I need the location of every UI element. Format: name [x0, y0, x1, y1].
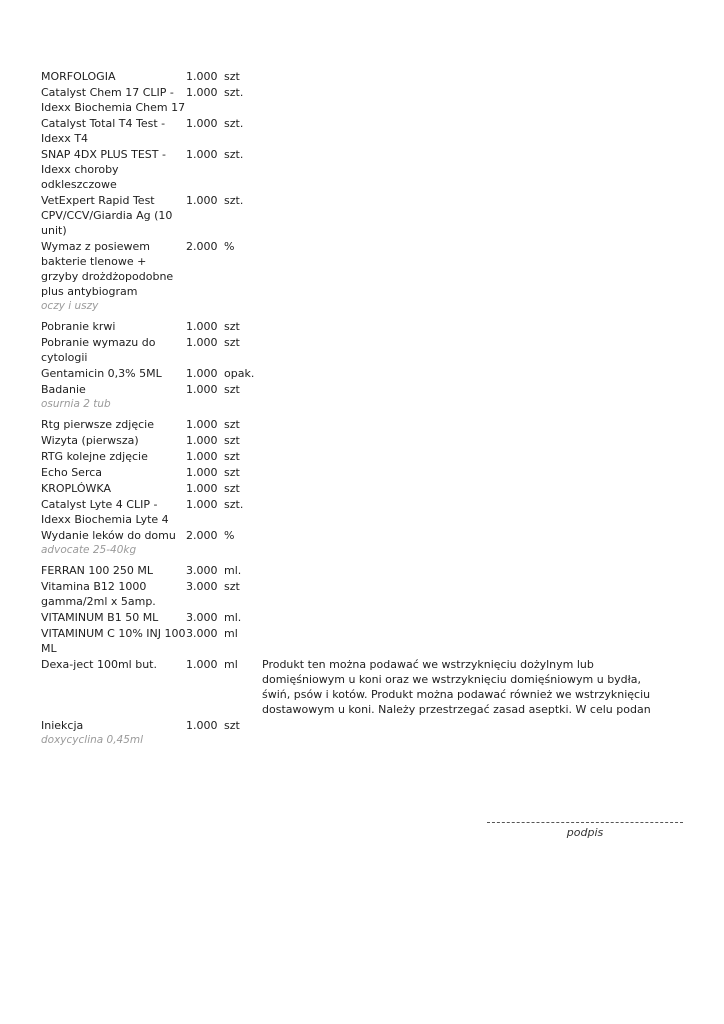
line-item	[41, 610, 691, 625]
line-item	[41, 417, 691, 432]
item-name-cell	[41, 239, 186, 314]
line-item	[41, 718, 691, 748]
items-list	[41, 69, 691, 753]
item-name: KROPLÓWKA	[41, 482, 111, 495]
item-unit: szt.	[224, 117, 244, 130]
item-name: Catalyst Lyte 4 CLIP - Idexx Biochemia Lyte 4	[41, 498, 169, 526]
item-name-cell	[41, 366, 186, 381]
item-quantity: 1.000	[186, 148, 218, 161]
item-unit: szt	[224, 418, 240, 431]
item-name: VetExpert Rapid Test CPV/CCV/Giardia Ag (10 unit)	[41, 194, 173, 237]
item-name: Vitamina B12 1000 gamma/2ml x 5amp.	[41, 580, 156, 608]
item-name: Wydanie leków do domu	[41, 529, 176, 542]
line-item	[41, 239, 691, 314]
line-item	[41, 626, 691, 656]
item-unit: szt	[224, 466, 240, 479]
line-item	[41, 335, 691, 365]
item-name-cell	[41, 563, 186, 578]
item-quantity: 3.000	[186, 564, 218, 577]
item-unit: szt	[224, 70, 240, 83]
item-name-cell	[41, 610, 186, 625]
item-quantity: 1.000	[186, 498, 218, 511]
item-name-cell	[41, 657, 186, 672]
item-unit: opak.	[224, 367, 255, 380]
item-quantity: 3.000	[186, 627, 218, 640]
item-name: Iniekcja	[41, 719, 84, 732]
item-name: RTG kolejne zdjęcie	[41, 450, 148, 463]
item-description: Produkt ten można podawać we wstrzyknięciu dożylnym lub domięśniowym u koni oraz we wstrzyknięciu domięśniowym u bydła, świń, psów i kotów. Produkt można podawać również we wstrzyknięciu dostawowym u koni. Należy przestrzegać zasad aseptki. W celu podan	[262, 658, 651, 716]
line-item	[41, 366, 691, 381]
item-name: Wymaz z posiewem bakterie tlenowe + grzyby drożdżopodobne plus antybiogram	[41, 240, 174, 298]
item-unit: szt.	[224, 194, 244, 207]
item-quantity: 1.000	[186, 194, 218, 207]
item-name: VITAMINUM C 10% INJ 100 ML	[41, 627, 186, 655]
item-note: osurnia 2 tub	[41, 398, 111, 410]
signature-label: podpis	[566, 826, 604, 839]
item-name: SNAP 4DX PLUS TEST - Idexx choroby odkleszczowe	[41, 148, 166, 191]
item-name: Catalyst Total T4 Test - Idexx T4	[41, 117, 166, 145]
item-quantity: 1.000	[186, 367, 218, 380]
item-name-cell	[41, 497, 186, 527]
item-name-cell	[41, 193, 186, 238]
item-name: Wizyta (pierwsza)	[41, 434, 139, 447]
item-name: FERRAN 100 250 ML	[41, 564, 153, 577]
item-unit: ml	[224, 658, 238, 671]
item-name-cell	[41, 481, 186, 496]
item-name: Echo Serca	[41, 466, 103, 479]
item-unit: szt	[224, 719, 240, 732]
item-unit: szt	[224, 320, 240, 333]
line-item	[41, 382, 691, 412]
item-name-cell	[41, 335, 186, 365]
item-quantity: 1.000	[186, 450, 218, 463]
item-name: Gentamicin 0,3% 5ML	[41, 367, 162, 380]
item-unit: szt.	[224, 498, 244, 511]
item-name-cell	[41, 718, 186, 748]
item-note: doxycyclina 0,45ml	[41, 734, 144, 746]
item-quantity: 2.000	[186, 529, 218, 542]
item-quantity: 1.000	[186, 320, 218, 333]
signature-line	[487, 822, 683, 823]
line-item	[41, 579, 691, 609]
item-name-cell	[41, 417, 186, 432]
item-name: Dexa-ject 100ml but.	[41, 658, 157, 671]
item-name: Catalyst Chem 17 CLIP - Idexx Biochemia Chem 17	[41, 86, 186, 114]
line-item	[41, 481, 691, 496]
item-unit: ml.	[224, 611, 242, 624]
item-unit: szt	[224, 450, 240, 463]
line-item	[41, 319, 691, 334]
item-name-cell	[41, 85, 186, 115]
line-item	[41, 528, 691, 558]
line-item	[41, 147, 691, 192]
item-unit: ml	[224, 627, 238, 640]
item-quantity: 1.000	[186, 117, 218, 130]
item-quantity: 3.000	[186, 580, 218, 593]
item-unit: szt	[224, 482, 240, 495]
item-name-cell	[41, 319, 186, 334]
item-quantity: 1.000	[186, 719, 218, 732]
item-name-cell	[41, 465, 186, 480]
item-name: MORFOLOGIA	[41, 70, 116, 83]
line-item	[41, 116, 691, 146]
item-quantity: 1.000	[186, 434, 218, 447]
item-name-cell	[41, 116, 186, 146]
item-quantity: 1.000	[186, 482, 218, 495]
item-name: Pobranie wymazu do cytologii	[41, 336, 156, 364]
item-quantity: 1.000	[186, 336, 218, 349]
item-unit: %	[224, 529, 235, 542]
item-unit: szt.	[224, 86, 244, 99]
line-item	[41, 193, 691, 238]
item-quantity: 1.000	[186, 86, 218, 99]
item-quantity: 3.000	[186, 611, 218, 624]
item-unit: szt.	[224, 148, 244, 161]
item-name: Badanie	[41, 383, 86, 396]
item-name-cell	[41, 382, 186, 412]
line-item	[41, 563, 691, 578]
item-name-cell	[41, 626, 186, 656]
item-quantity: 1.000	[186, 383, 218, 396]
item-unit: %	[224, 240, 235, 253]
line-item	[41, 497, 691, 527]
line-item	[41, 657, 691, 717]
item-quantity: 1.000	[186, 418, 218, 431]
item-unit: szt	[224, 383, 240, 396]
line-item	[41, 465, 691, 480]
item-name: Rtg pierwsze zdjęcie	[41, 418, 154, 431]
item-unit: szt	[224, 580, 240, 593]
item-name-cell	[41, 69, 186, 84]
item-name-cell	[41, 579, 186, 609]
item-name-cell	[41, 449, 186, 464]
item-quantity: 1.000	[186, 70, 218, 83]
item-quantity: 1.000	[186, 466, 218, 479]
item-quantity: 2.000	[186, 240, 218, 253]
item-name-cell	[41, 528, 186, 558]
item-name: Pobranie krwi	[41, 320, 116, 333]
item-note: advocate 25-40kg	[41, 544, 137, 556]
item-unit: szt	[224, 336, 240, 349]
item-name-cell	[41, 147, 186, 192]
item-unit: szt	[224, 434, 240, 447]
line-item	[41, 69, 691, 84]
signature-block	[487, 822, 683, 839]
item-quantity: 1.000	[186, 658, 218, 671]
line-item	[41, 449, 691, 464]
item-unit: ml.	[224, 564, 242, 577]
item-name: VITAMINUM B1 50 ML	[41, 611, 159, 624]
line-item	[41, 433, 691, 448]
item-note: oczy i uszy	[41, 300, 99, 312]
line-item	[41, 85, 691, 115]
item-name-cell	[41, 433, 186, 448]
